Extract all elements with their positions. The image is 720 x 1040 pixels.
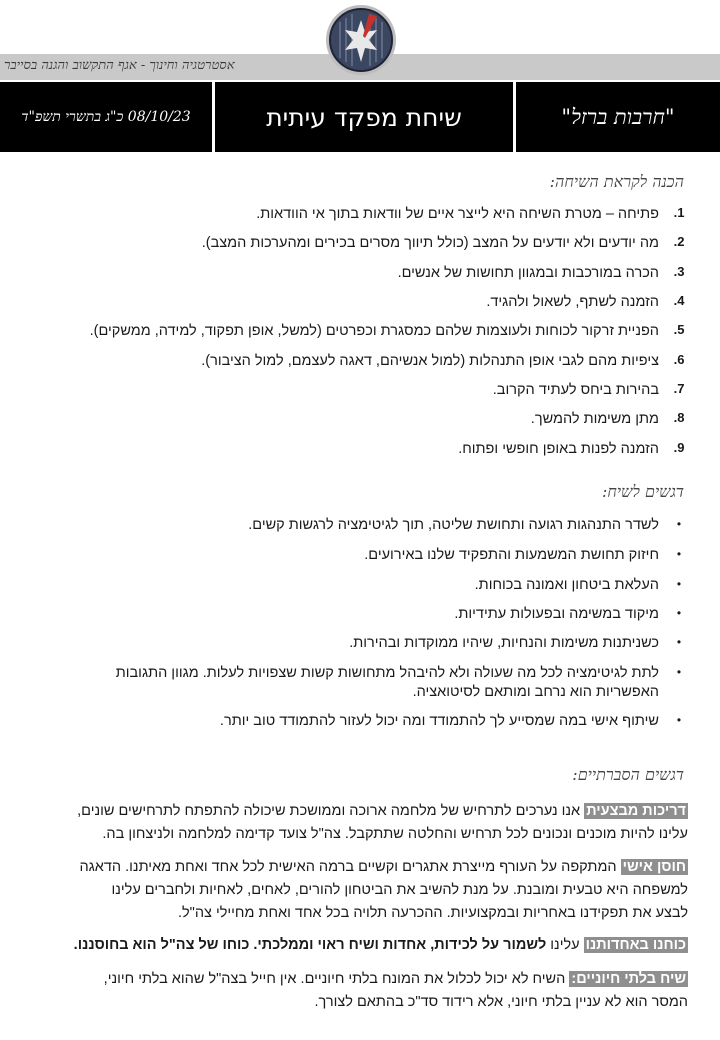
paragraph-text: אנו נערכים לתרחיש של מלחמה ארוכה וממושכת שיכולה להתפתח לתרחישים שונים, bbox=[77, 803, 581, 819]
item-number: 8. bbox=[673, 410, 685, 425]
item-number: 3. bbox=[673, 264, 685, 279]
item-text: כשניתנות משימות והנחיות, שיהיו ממוקדות ובהירות. bbox=[349, 635, 659, 651]
item-text: מיקוד במשימה ובפעולות עתידיות. bbox=[454, 606, 659, 622]
emphases-heading: דגשים לשיח: bbox=[602, 482, 684, 501]
bullet-icon: • bbox=[676, 606, 682, 620]
paragraph-text: עלינו להיות מוכנים ונכונים לכל תרחיש והחלטה שתתקבל. צה"ל צועד קדימה למלחמה ולניצחון בה. bbox=[102, 826, 688, 842]
item-number: 6. bbox=[673, 352, 685, 367]
item-text-line: האפשריות הוא נרחב ומותאם לסיטואציה. bbox=[412, 684, 659, 700]
item-text: חיזוק תחושת המשמעות והתפקיד שלנו באירועים. bbox=[364, 547, 659, 563]
bullet-icon: • bbox=[676, 635, 682, 649]
item-text bbox=[39, 664, 659, 702]
paragraph-text: השיח לא יכול לכלול את המונח בלתי חיוניים. אין חייל בצה"ל שהוא בלתי חיוני, bbox=[103, 971, 570, 987]
item-number: 9. bbox=[673, 440, 685, 455]
item-text: שיתוף אישי במה שמסייע לך להתמודד ומה יכול לעזור להתמודד טוב יותר. bbox=[219, 713, 659, 729]
highlight-label: שיח בלתי חיוניים: bbox=[571, 971, 686, 987]
paragraph-text: המתקפה על העורף מייצרת אתגרים וקשיים ברמה האישית לכל אחד ואחת מאיתנו. הדאגה bbox=[79, 859, 617, 875]
highlight-label: כוחנו באחדותנו bbox=[585, 937, 686, 953]
paragraph-text: עלינו bbox=[546, 937, 584, 953]
item-text: הכרה במורכבות ובמגוון תחושות של אנשים. bbox=[397, 265, 659, 281]
item-number: 5. bbox=[673, 322, 685, 337]
preparation-heading: הכנה לקראת השיחה: bbox=[549, 172, 684, 191]
highlight-label: דריכות מבצעית bbox=[586, 803, 686, 819]
date-label: 08/10/23 כ"ג בתשרי תשפ"ד bbox=[21, 108, 191, 125]
item-number: 7. bbox=[673, 381, 685, 396]
paragraph-bold-text: לשמור על לכידות, אחדות ושיח ראוי וממלכתי. כוחו של צה"ל הוא בחוסננו. bbox=[73, 937, 547, 953]
item-text: מה יודעים ולא יודעים על המצב (כולל תיווך מסרים בכירים ומהערכות המצב). bbox=[201, 235, 659, 251]
organization-line: אסטרטגיה וחינוך - אגף התקשוב והגנה בסייבר bbox=[4, 58, 235, 73]
paragraph-text: למשפחה היא טבעית ומובנת. על מנת להשיב את הביטחון להורים, לאחים, לאחיות ולחברים עלינו bbox=[111, 882, 688, 898]
paragraph-unity bbox=[24, 934, 688, 957]
title-bar bbox=[0, 82, 720, 152]
item-number: 4. bbox=[673, 293, 685, 308]
item-text: לשדר התנהגות רגועה ותחושת שליטה, תוך לגיטימציה לרגשות קשים. bbox=[248, 517, 659, 533]
item-text: העלאת ביטחון ואמונה בכוחות. bbox=[474, 577, 659, 593]
item-text-line: לתת לגיטימציה לכל מה שעולה ולא להיבהל מתחושות קשות שצפויות לעלות. מגוון התגובות bbox=[115, 665, 659, 681]
paragraph-personal-resilience bbox=[24, 856, 688, 925]
item-number: 2. bbox=[673, 234, 685, 249]
paragraph-text: המסר הוא לא עניין בלתי חיוני, אלא רידוד סד"כ בהתאם לצורך. bbox=[314, 994, 688, 1010]
item-text: הזמנה לשתף, לשאול ולהגיד. bbox=[486, 294, 659, 310]
item-text: ציפיות מהם לגבי אופן התנהלות (למול אנשיהם, דאגה לעצמם, למול הציבור). bbox=[201, 353, 659, 369]
item-text: פתיחה – מטרת השיחה היא לייצר איים של וודאות בתוך אי הוודאות. bbox=[256, 206, 659, 222]
paragraph-non-essential bbox=[24, 968, 688, 1014]
operation-name: "חרבות ברזל" bbox=[561, 104, 675, 129]
bullet-icon: • bbox=[676, 547, 682, 561]
highlight-label: חוסן אישי bbox=[622, 859, 686, 875]
org-emphases-heading: דגשים הסברתיים: bbox=[572, 765, 684, 784]
item-text: הזמנה לפנות באופן חופשי ופתוח. bbox=[458, 441, 659, 457]
paragraph-text: לבצע את תפקידנו באחריות ובמקצועיות. ההכרעה תלויה בכל אחד ואחת מחיילי צה"ל. bbox=[177, 905, 688, 921]
unit-emblem-icon bbox=[325, 4, 397, 76]
bullet-icon: • bbox=[676, 517, 682, 531]
page-title: שיחת מפקד עיתית bbox=[266, 102, 462, 132]
item-text: מתן משימות להמשך. bbox=[530, 411, 659, 427]
item-text: הפניית זרקור לכוחות ולעוצמות שלהם כמסגרת וכפרטים (למשל, אופן תפקוד, למידה, ממשקים). bbox=[89, 323, 659, 339]
bullet-icon: • bbox=[676, 713, 682, 727]
item-text: בהירות ביחס לעתיד הקרוב. bbox=[492, 382, 659, 398]
item-number: 1. bbox=[673, 205, 685, 220]
bullet-icon: • bbox=[676, 577, 682, 591]
bullet-icon: • bbox=[676, 665, 682, 679]
paragraph-operational-readiness bbox=[24, 800, 688, 846]
